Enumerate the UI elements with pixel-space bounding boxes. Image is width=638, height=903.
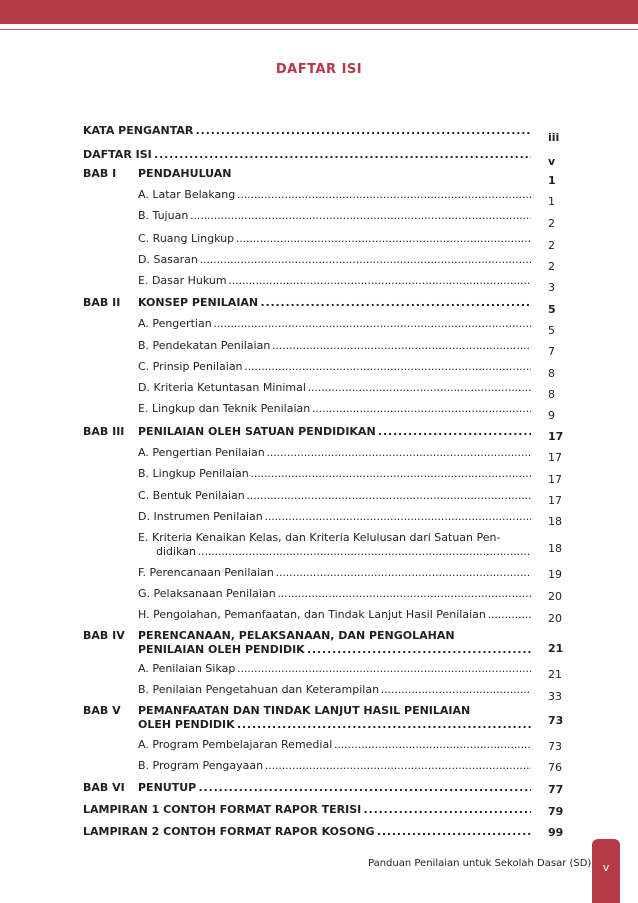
page-title: DAFTAR ISI <box>275 62 363 77</box>
toc-entry-text: H. Pengolahan, Pemanfaatan, dan Tindak Lanjut Hasil Penilaian . . . <box>138 608 531 622</box>
toc-subsection[interactable] <box>138 317 531 331</box>
toc-entry-text: A. Latar Belakang . . . <box>138 188 531 202</box>
toc-heading[interactable] <box>138 425 531 439</box>
toc-subsection[interactable] <box>138 339 531 353</box>
toc-subsection[interactable] <box>138 402 531 416</box>
toc-chapter-label: BAB VI <box>83 781 125 794</box>
toc-entry-text: E. Lingkup dan Teknik Penilaian . . . <box>138 402 531 416</box>
toc-entry-text: PENUTUP . . . <box>138 781 531 795</box>
toc-page-number: 19 <box>548 568 562 581</box>
toc-page-number: 7 <box>548 345 555 358</box>
toc-heading[interactable] <box>83 124 531 138</box>
toc-entry-text-continued: PENILAIAN OLEH PENDIDIK . . . <box>138 643 531 657</box>
toc-page-number: 8 <box>548 388 555 401</box>
toc-chapter-label: BAB I <box>83 167 117 180</box>
toc-entry-text: D. Sasaran . . . <box>138 253 531 267</box>
toc-entry-text: PENDAHULUAN <box>138 167 232 180</box>
toc-entry-text: C. Prinsip Penilaian . . . <box>138 360 531 374</box>
toc-entry-text: LAMPIRAN 2 CONTOH FORMAT RAPOR KOSONG . . . <box>83 825 531 839</box>
toc-page-number: 5 <box>548 303 556 316</box>
toc-subsection[interactable] <box>138 467 531 481</box>
toc-subsection[interactable] <box>138 381 531 395</box>
toc-entry-text: KONSEP PENILAIAN . . . <box>138 296 531 310</box>
toc-entry-text: A. Pengertian Penilaian . . . <box>138 446 531 460</box>
toc-page-number: 77 <box>548 783 564 796</box>
toc-entry-text: D. Kriteria Ketuntasan Minimal . . . <box>138 381 531 395</box>
toc-subsection[interactable] <box>138 253 531 267</box>
toc-subsection[interactable] <box>138 489 531 503</box>
toc-heading[interactable] <box>138 629 531 657</box>
toc-entry-text: C. Ruang Lingkup . . . <box>138 232 531 246</box>
toc-entry-text: B. Tujuan . . . <box>138 209 531 223</box>
toc-entry-text: F. Perencanaan Penilaian . . . <box>138 566 531 580</box>
page-number-tab <box>592 839 620 903</box>
toc-heading[interactable] <box>138 296 531 310</box>
toc-page-number: 79 <box>548 805 564 818</box>
toc-page-number: 17 <box>548 430 564 443</box>
toc-page-number: 18 <box>548 515 562 528</box>
toc-entry-text: KATA PENGANTAR . . . <box>83 124 531 138</box>
toc-page-number: 17 <box>548 451 562 464</box>
toc-entry-text: PERENCANAAN, PELAKSANAAN, DAN PENGOLAHAN <box>138 629 455 642</box>
toc-chapter-label: BAB V <box>83 704 121 717</box>
toc-subsection[interactable] <box>138 232 531 246</box>
toc-page-number: iii <box>548 131 560 144</box>
toc-subsection[interactable] <box>138 446 531 460</box>
toc-subsection[interactable] <box>138 510 531 524</box>
toc-entry-text: LAMPIRAN 1 CONTOH FORMAT RAPOR TERISI . . . <box>83 803 531 817</box>
toc-subsection[interactable] <box>138 608 531 622</box>
toc-entry-text: B. Pendekatan Penilaian . . . <box>138 339 531 353</box>
toc-subsection[interactable] <box>138 531 531 559</box>
toc-page-number: 3 <box>548 281 555 294</box>
toc-heading[interactable] <box>138 704 531 732</box>
toc-subsection[interactable] <box>138 274 531 288</box>
toc-entry-text: DAFTAR ISI . . . <box>83 148 531 162</box>
toc-subsection[interactable] <box>138 566 531 580</box>
toc-entry-text: G. Pelaksanaan Penilaian . . . <box>138 587 531 601</box>
toc-subsection[interactable] <box>138 209 531 223</box>
toc-subsection[interactable] <box>138 188 531 202</box>
toc-entry-text: A. Program Pembelajaran Remedial . . . <box>138 738 531 752</box>
toc-page-number: 1 <box>548 195 555 208</box>
toc-page-number: 33 <box>548 690 562 703</box>
toc-subsection[interactable] <box>138 683 531 697</box>
toc-page-number: 1 <box>548 174 556 187</box>
toc-entry-text-continued: OLEH PENDIDIK . . . <box>138 718 531 732</box>
toc-entry-text: B. Lingkup Penilaian . . . <box>138 467 531 481</box>
toc-entry-text: E. Kriteria Kenaikan Kelas, dan Kriteria Kelulusan dari Satuan Pen- <box>138 531 501 544</box>
toc-page-number: 8 <box>548 367 555 380</box>
toc-entry-text: E. Dasar Hukum . . . <box>138 274 531 288</box>
toc-page-number: 20 <box>548 590 562 603</box>
toc-subsection[interactable] <box>138 738 531 752</box>
toc-entry-text: C. Bentuk Penilaian . . . <box>138 489 531 503</box>
toc-page-number: 21 <box>548 668 562 681</box>
toc-page-number: 18 <box>548 542 562 555</box>
toc-page-number: 73 <box>548 714 564 727</box>
toc-chapter-label: BAB III <box>83 425 125 438</box>
toc-entry-text-continued: didikan . . . <box>156 545 531 559</box>
toc-page-number: 17 <box>548 473 562 486</box>
toc-heading[interactable] <box>83 803 531 817</box>
toc-entry-text: PEMANFAATAN DAN TINDAK LANJUT HASIL PENILAIAN <box>138 704 471 717</box>
toc-page-number: 2 <box>548 260 555 273</box>
toc-chapter-label: BAB IV <box>83 629 125 642</box>
toc-entry-text: A. Penilaian Sikap . . . <box>138 662 531 676</box>
toc-heading[interactable] <box>83 825 531 839</box>
toc-heading[interactable] <box>138 781 531 795</box>
toc-page-number: 73 <box>548 740 562 753</box>
toc-entry-text: PENILAIAN OLEH SATUAN PENDIDIKAN . . . <box>138 425 531 439</box>
toc-page-number: 20 <box>548 612 562 625</box>
toc-page-number: 21 <box>548 642 564 655</box>
toc-heading[interactable] <box>83 148 531 162</box>
toc-page-number: 2 <box>548 239 555 252</box>
footer-text: Panduan Penilaian untuk Sekolah Dasar (SD) <box>368 858 592 869</box>
toc-page-number: v <box>548 155 556 168</box>
toc-entry-text: A. Pengertian . . . <box>138 317 531 331</box>
page-number: v <box>602 861 610 874</box>
toc-chapter-label: BAB II <box>83 296 121 309</box>
toc-page-number: 76 <box>548 761 562 774</box>
toc-page-number: 9 <box>548 409 555 422</box>
toc-page-number: 99 <box>548 826 564 839</box>
toc-page-number: 17 <box>548 494 562 507</box>
toc-entry-text: B. Penilaian Pengetahuan dan Keterampilan . . . <box>138 683 531 697</box>
toc-heading[interactable] <box>138 167 531 181</box>
toc-entry-text: D. Instrumen Penilaian . . . <box>138 510 531 524</box>
toc-page-number: 2 <box>548 217 555 230</box>
toc-entry-text: B. Program Pengayaan . . . <box>138 759 531 773</box>
toc-subsection[interactable] <box>138 759 531 773</box>
toc-subsection[interactable] <box>138 662 531 676</box>
toc-subsection[interactable] <box>138 587 531 601</box>
toc-page-number: 5 <box>548 324 555 337</box>
toc-subsection[interactable] <box>138 360 531 374</box>
